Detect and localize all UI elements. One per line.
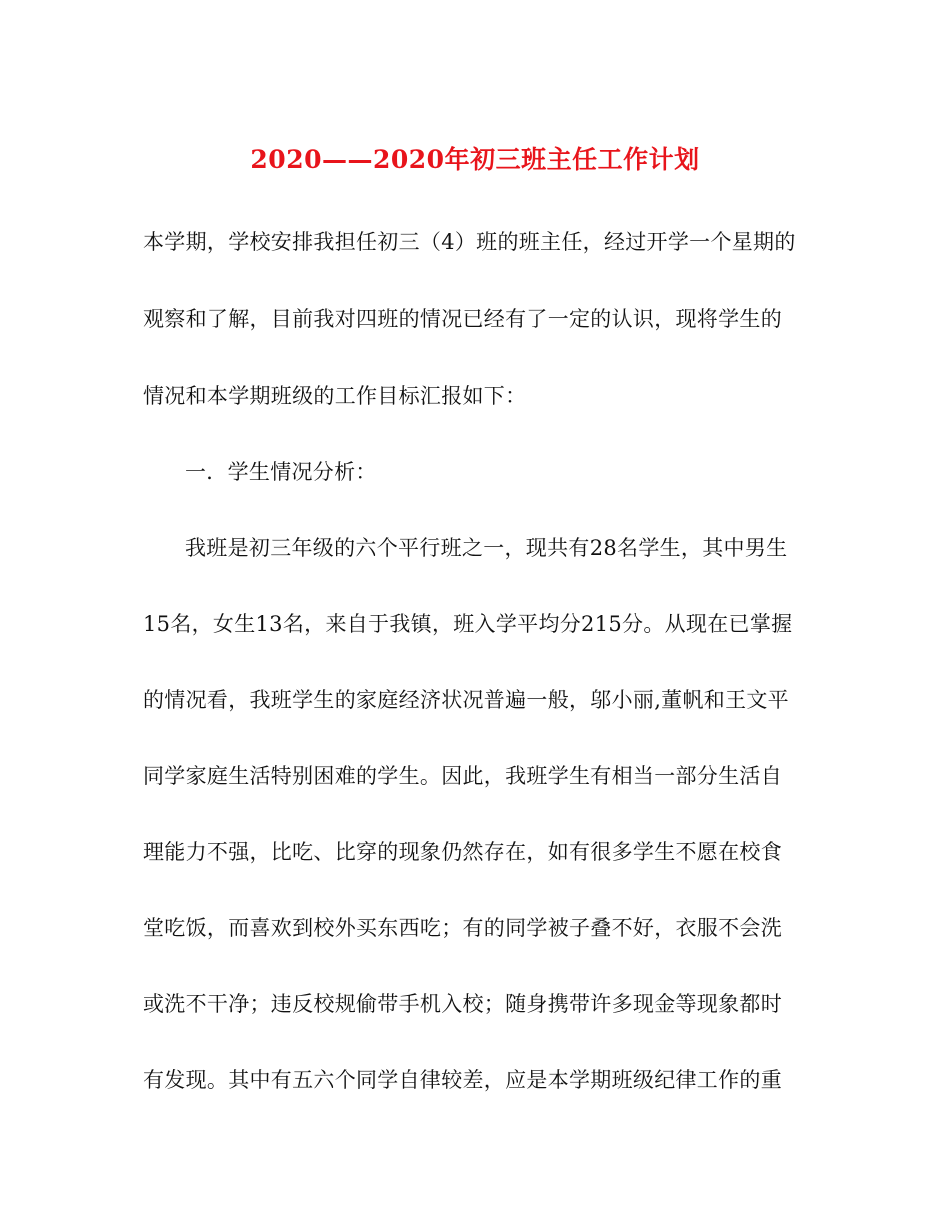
- paragraph-line: 本学期，学校安排我担任初三（4）班的班主任，经过开学一个星期的: [143, 230, 796, 254]
- paragraph-line: 的情况看，我班学生的家庭经济状况普遍一般，邬小丽,董帆和王文平: [143, 688, 789, 712]
- document-title: 2020——2020年初三班主任工作计划: [250, 145, 700, 174]
- paragraph-line: 理能力不强，比吃、比穿的现象仍然存在，如有很多学生不愿在校食: [143, 840, 782, 864]
- paragraph-line: 堂吃饭，而喜欢到校外买东西吃；有的同学被子叠不好，衣服不会洗: [143, 916, 782, 940]
- section-heading: 一．学生情况分析：: [185, 460, 377, 484]
- paragraph-line: 情况和本学期班级的工作目标汇报如下：: [143, 384, 527, 408]
- paragraph-line: 有发现。其中有五六个同学自律较差，应是本学期班级纪律工作的重: [143, 1068, 782, 1092]
- paragraph-line: 同学家庭生活特别困难的学生。因此，我班学生有相当一部分生活自: [143, 764, 782, 788]
- paragraph-line: 我班是初三年级的六个平行班之一，现共有28名学生，其中男生: [185, 536, 788, 560]
- paragraph-line: 观察和了解，目前我对四班的情况已经有了一定的认识，现将学生的: [143, 307, 782, 331]
- paragraph-line: 15名，女生13名，来自于我镇，班入学平均分215分。从现在已掌握: [143, 612, 793, 636]
- paragraph-line: 或洗不干净；违反校规偷带手机入校；随身携带许多现金等现象都时: [143, 992, 782, 1016]
